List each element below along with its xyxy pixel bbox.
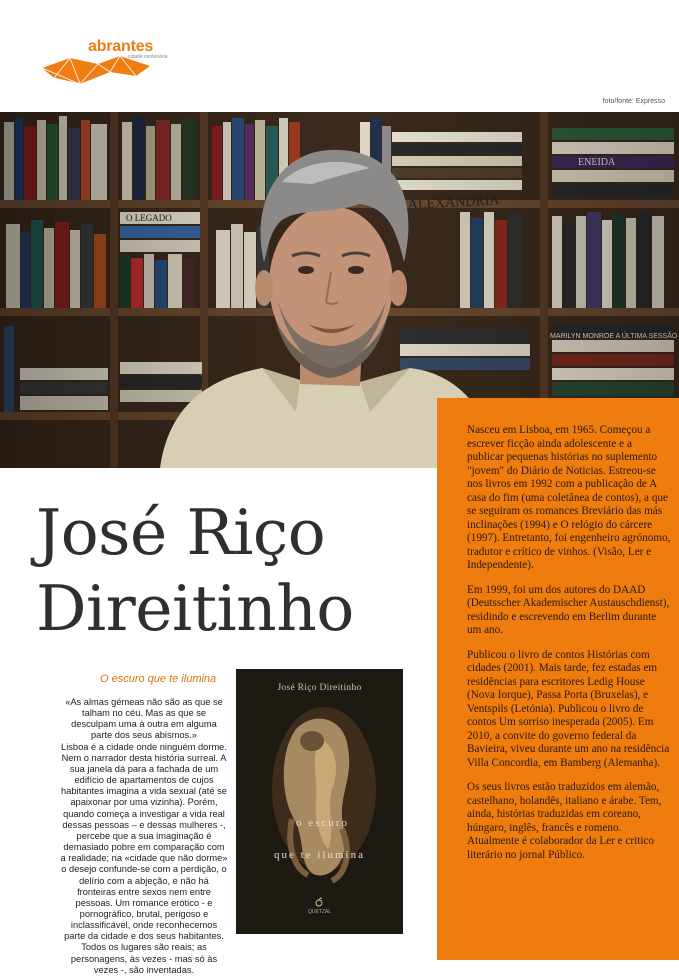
synopsis-body: Lisboa é a cidade onde ninguém dorme. Nem o narrador desta história surreal. A sua janela dá para a fachada de um edifício de apartamentos de cujos habitantes imagina a vida sexual (até se apaixonar por uma vizinha). Porém, quando começa a investigar a vida real dessas pessoas – e dessas mulheres -, percebe que a sua imaginação é demasiado pobre em comparação com a realidade; na «cidade que não dorme» o desejo confunde-se com a perdição, o delírio com a abjeção, e não há fronteiras entre sexos nem entre pessoas. Um romance erótico - e pornográfico, brutal, perigoso e inclassificável, onde reconhecemos parte da cidade e dos seus habitantes. Todos os lugares são reais; as personagens, às vezes - mas só às vezes -, são inventadas. <box>60 741 228 975</box>
bio-paragraph: Em 1999, foi um dos autores do DAAD (Deutsscher Akademischer Austauschdienst), residindo e escrevendo em Berlim durante um ano. <box>467 583 670 636</box>
cover-author: José Riço Direitinho <box>277 683 362 693</box>
logo-tagline: cidade centenária <box>128 54 168 60</box>
abrantes-logo <box>40 38 170 90</box>
photo-credit: foto/fonte: Expresso <box>602 98 665 105</box>
bio-paragraph: Nasceu em Lisboa, em 1965. Começou a escrever ficção ainda adolescente e a publicar pequenas histórias no suplemento "jovem" do Diário de Noticias. Estreou-se nos livros em 1992 com a publicação de A casa do fim (uma coletânea de contos), a que se seguiram os romances Breviário das más inclinações (1994) e O relógio do cárcere (1997). Entretanto, foi engenheiro agrónomo, tradutor e crítico de vinhos. (Visão, Ler e Independente). <box>467 424 671 571</box>
author-name <box>36 495 436 647</box>
cover-title-line1: o escuro <box>296 817 349 829</box>
synopsis-quote: «As almas gémeas não são as que se talham no céu. Mas as que se desculpam uma à outra em alguma parte dos seus abismos.» <box>65 697 223 741</box>
bio-paragraph: Publicou o livro de contos Histórias com cidades (2001). Mais tarde, fez estadas em residências para escritores Ledig House (Nova Iorque), Passa Porta (Bruxelas), e Ventspils (Letónia). Publicou o livro de contos Um sorriso inesperada (2005). Em 2010, a convite do governo federal da Bavieira, viveu durante um ano na residência Villa Concordia, em Bamberg (Alemanha). <box>467 648 670 769</box>
book-title: O escuro que te ilumina <box>100 673 217 685</box>
logo-wordmark: abrantes <box>88 38 154 55</box>
author-name-line1: José Riço <box>36 496 326 569</box>
bio-paragraph: Os seus livros estão traduzidos em alemão, castelhano, holandês, italiano e árabe. Tem, ainda, histórias traduzidas em coreano, húngaro, inglês, francês e romeno. Atualmente é colaborador da Ler e critico literário no jornal Público. <box>467 781 662 861</box>
cover-publisher: QUETZAL <box>307 909 332 915</box>
book-synopsis <box>60 697 228 976</box>
biography <box>467 424 671 873</box>
author-name-line2: Direitinho <box>36 572 354 645</box>
book-cover <box>236 669 403 934</box>
publisher-mark-icon <box>314 897 324 907</box>
cover-title-line2: que te ilumina <box>274 849 365 861</box>
cover-artwork <box>236 669 403 934</box>
logo-mark-icon <box>40 54 152 86</box>
